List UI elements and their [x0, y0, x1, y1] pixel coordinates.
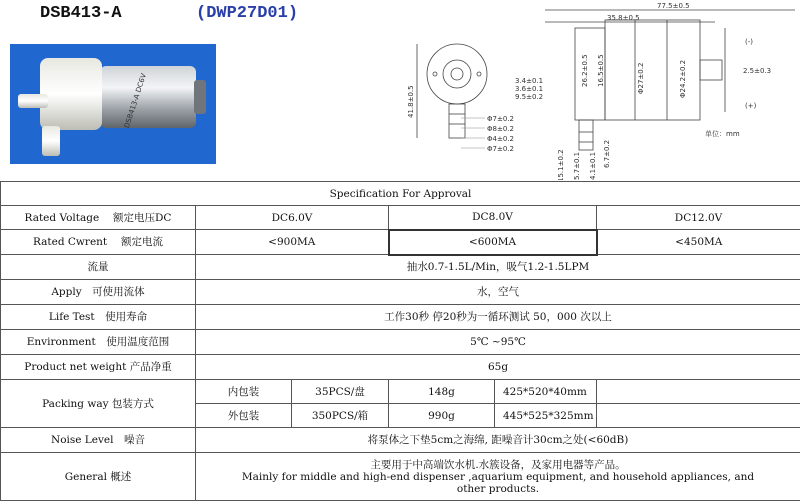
product-label: DSB413-A DC6V: [122, 72, 149, 130]
noise-row: [1, 428, 800, 453]
environment-row: [1, 330, 800, 355]
packing-outer-qty: 350PCS/箱: [292, 404, 389, 428]
dim-height: 41.8±0.5: [407, 85, 415, 118]
voltage-v2: DC8.0V: [389, 206, 597, 230]
technical-drawing: [395, 0, 800, 180]
dim-r1: Φ7±0.2: [487, 115, 514, 123]
current-v2: <600MA: [389, 230, 597, 255]
apply-value: 水，空气: [196, 280, 800, 305]
dim-d2: 16.5±0.5: [597, 54, 605, 87]
dim-x2: 3.6±0.1: [515, 85, 544, 93]
general-line-3: other products.: [456, 482, 540, 495]
packing-inner-blank: [597, 380, 800, 404]
spec-title: Specification For Approval: [1, 182, 800, 206]
current-v1: <900MA: [196, 230, 389, 255]
flow-label: 流量: [1, 255, 196, 280]
pole-plus: (+): [745, 102, 757, 110]
life-label: Life Test 使用寿命: [1, 305, 196, 330]
dim-overall-length: 77.5±0.5: [657, 2, 690, 10]
model-number: DSB413-A: [40, 4, 122, 23]
flow-row: [1, 255, 800, 280]
packing-label: Packing way 包装方式: [1, 380, 196, 428]
general-label: General 概述: [1, 453, 196, 501]
dim-r2: Φ8±0.2: [487, 125, 514, 133]
weight-value: 65g: [196, 355, 800, 380]
unit-label: 单位：mm: [705, 130, 740, 138]
life-value: 工作30秒 停20秒为一循环测试 50，000 次以上: [196, 305, 800, 330]
dim-d1: 26.2±0.5: [581, 54, 589, 87]
dim-x3: 9.5±0.2: [515, 93, 544, 101]
packing-inner-qty: 35PCS/盘: [292, 380, 389, 404]
packing-inner-name: 内包装: [196, 380, 292, 404]
noise-value: 将泵体之下垫5cm之海绵, 距噪音计30cm之处(<60dB): [196, 428, 800, 453]
dim-b3: 4.1±0.1: [589, 151, 597, 180]
spec-table: [0, 181, 800, 501]
general-line-2: Mainly for middle and high-end dispenser ,aquarium equipment, and household appliances, and: [241, 470, 755, 483]
current-row: [1, 230, 800, 255]
dim-r3: Φ4±0.2: [487, 135, 514, 143]
spec-title-row: [1, 182, 800, 206]
dim-side: 2.5±0.3: [743, 67, 772, 75]
env-value: 5℃ ~95℃: [196, 330, 800, 355]
voltage-row: [1, 206, 800, 230]
voltage-v1: DC6.0V: [196, 206, 389, 230]
noise-label: Noise Level 噪音: [1, 428, 196, 453]
pole-minus: (-): [745, 38, 753, 46]
voltage-v3: DC12.0V: [597, 206, 800, 230]
product-photo: [10, 44, 216, 164]
dim-body-length: 35.8±0.5: [607, 14, 640, 22]
life-row: [1, 305, 800, 330]
flow-value: 抽水0.7-1.5L/Min，吸气1.2-1.5LPM: [196, 255, 800, 280]
header-area: [0, 0, 800, 180]
pump-image: [10, 44, 216, 164]
dimension-drawing: [395, 0, 800, 180]
dim-phi24: Φ24.2±0.2: [679, 59, 687, 98]
weight-row: [1, 355, 800, 380]
env-label: Environment 使用温度范围: [1, 330, 196, 355]
packing-inner-weight: 148g: [389, 380, 495, 404]
apply-row: [1, 280, 800, 305]
weight-label: Product net weight 产品净重: [1, 355, 196, 380]
dim-x1: 3.4±0.1: [515, 77, 544, 85]
dim-r4: Φ7±0.2: [487, 145, 514, 153]
dim-b2: 5.7±0.1: [573, 151, 581, 180]
packing-outer-blank: [597, 404, 800, 428]
packing-inner-row: [1, 380, 800, 404]
general-row: [1, 453, 800, 501]
dim-b4: 6.7±0.2: [603, 139, 611, 168]
packing-outer-name: 外包装: [196, 404, 292, 428]
dim-phi27: Φ27±0.2: [637, 62, 645, 94]
packing-outer-weight: 990g: [389, 404, 495, 428]
voltage-label: Rated Voltage 额定电压DC: [1, 206, 196, 230]
model-code: (DWP27D01): [196, 4, 299, 23]
general-line-1: 主要用于中高端饮水机.水簇设备，及家用电器等产品。: [370, 458, 626, 471]
packing-inner-size: 425*520*40mm: [495, 380, 597, 404]
dim-b1: 15.1±0.2: [557, 149, 565, 180]
general-value: [196, 453, 800, 501]
apply-label: Apply 可使用流体: [1, 280, 196, 305]
packing-outer-size: 445*525*325mm: [495, 404, 597, 428]
current-v3: <450MA: [597, 230, 800, 255]
current-label: Rated Cwrent 额定电流: [1, 230, 196, 255]
